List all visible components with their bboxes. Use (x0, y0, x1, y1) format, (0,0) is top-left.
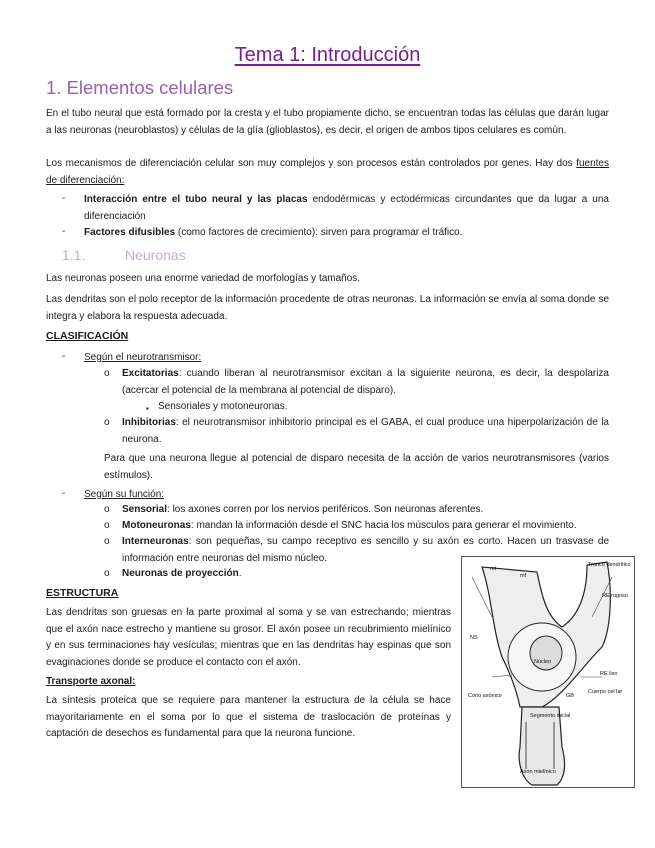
bold-text: Neuronas de proyección (122, 568, 239, 579)
list-item-text: : el neurotransmisor inhibitorio principal es el GABA, el cual produce una hiperpolarización de la neurona. (122, 417, 609, 445)
subheading: Transporte axonal: (46, 676, 136, 687)
bold-text: Motoneuronas (122, 520, 191, 531)
paragraph: Para que una neurona llegue al potencial de disparo necesita de la acción de varios neurotransmisores (varios estímulos). (104, 453, 609, 481)
circle-bullet: o (104, 417, 110, 428)
paragraph-text: Los mecanismos de diferenciación celular son muy complejos y son procesos están controlados por genes. Hay dos (46, 158, 573, 169)
list-item (122, 518, 612, 535)
figure-label: Cuerpo cel lar (588, 689, 623, 695)
figure-label: RE liso (600, 671, 618, 677)
list-item (122, 566, 241, 583)
bold-text: Inhibitorias (122, 417, 176, 428)
list-item (122, 502, 609, 519)
list-item-text: (como factores de crecimiento): sirven para programar el tráfico. (175, 227, 463, 238)
list-item-text: . (238, 568, 242, 579)
bold-text: Sensorial (122, 504, 168, 515)
underlined-text: fuentes de diferenciación: (46, 158, 609, 186)
circle-bullet: o (104, 536, 110, 547)
list-item-text: : son pequeñas, su campo receptivo es sencillo y su axón es corto. Hacen un trasvase de información entre neuronas del mismo núcleo. (122, 536, 609, 564)
figure-label: NS (470, 635, 478, 641)
list-item (84, 192, 609, 225)
neuron-figure (461, 556, 635, 788)
list-item-text: : mandan la información desde el SNC hacia los músculos para generar el movimiento. (190, 520, 577, 531)
list-item-text: : cuando liberan al neurotransmisor excitan a la siguiente neurona, es decir, la despolariza (acercar el potencial de la membrana al potencial de disparo). (122, 368, 609, 396)
classification-heading: CLASIFICACIÓN (46, 330, 129, 342)
figure-label: Núcleo (534, 659, 552, 665)
list-item (84, 225, 609, 242)
list-item (122, 415, 609, 448)
neuron-diagram (462, 557, 634, 787)
bold-text: Interneuronas (122, 536, 189, 547)
paragraph: Las neuronas poseen una enorme variedad de morfologías y tamaños. (46, 273, 361, 284)
figure-label: RE rugoso (602, 593, 628, 599)
figure-label: GB (566, 693, 574, 699)
dash-bullet: - (62, 226, 66, 237)
figure-label: Segmento inicial (530, 713, 571, 719)
bold-text: Factores difusibles (84, 227, 176, 238)
sub-list-item: Sensoriales y motoneuronas. (158, 401, 288, 412)
subsection-title: Neuronas (125, 247, 186, 263)
paragraph: Las dendritas son el polo receptor de la información procedente de otras neuronas. La información se envía al soma donde se integra y elabora la respuesta adecuada. (46, 294, 609, 322)
page-title: Tema 1: Introducción (234, 44, 421, 66)
figure-label: Cono axónico (468, 693, 502, 699)
paragraph: Las dendritas son gruesas en la parte proximal al soma y se van estrechando; mientras que el axón nace estrecho y mantiene su grosor. El axón posee un recubrimiento mielínico y en sus terminaciones hay vesículas; mientras que en las dendritas hay espinas que son evaginaciones donde se produce el contacto con el axón. (46, 607, 451, 668)
subsection-number: 1.1. (62, 247, 86, 263)
bold-text: Interacción entre el tubo neural y las placas (84, 194, 308, 205)
circle-bullet: o (104, 520, 110, 531)
category-label: Según su función: (84, 489, 165, 500)
structure-heading: ESTRUCTURA (46, 587, 119, 599)
square-bullet: ▪ (146, 404, 149, 413)
dash-bullet: - (62, 488, 66, 499)
list-item-text: : los axones corren por los nervios periféricos. Son neuronas aferentes. (167, 504, 484, 515)
figure-label: mt (490, 566, 497, 572)
category-label: Según el neurotransmisor: (84, 352, 202, 363)
dash-bullet: - (62, 193, 66, 204)
circle-bullet: o (104, 568, 110, 579)
bold-text: Excitatorias (122, 368, 179, 379)
paragraph: En el tubo neural que está formado por la cresta y el tubo propiamente dicho, se encuentran todas las células que darán lugar a las neuronas (neuroblastos) y células de la glía (glioblastos), es decir, el origen de ambos tipos celulares es común. (46, 108, 609, 136)
circle-bullet: o (104, 368, 110, 379)
figure-label: mf (520, 573, 527, 579)
paragraph: La síntesis proteica que se requiere para mantener la estructura de la célula se hace mayoritariamente en el soma por lo que el sistema de traslocación de proteínas y captación de desechos es fundamental para que la neurona funcione. (46, 695, 451, 739)
list-item-text: endodérmicas y ectodérmicas circundantes que da lugar a una diferenciación (84, 194, 609, 222)
circle-bullet: o (104, 504, 110, 515)
figure-label: Tronco dendrítico (588, 562, 631, 568)
dash-bullet: - (62, 351, 66, 362)
figure-label: Axón mielínico (520, 769, 556, 775)
section-heading: 1. Elementos celulares (46, 77, 234, 98)
list-item (122, 366, 609, 399)
paragraph (46, 156, 609, 189)
